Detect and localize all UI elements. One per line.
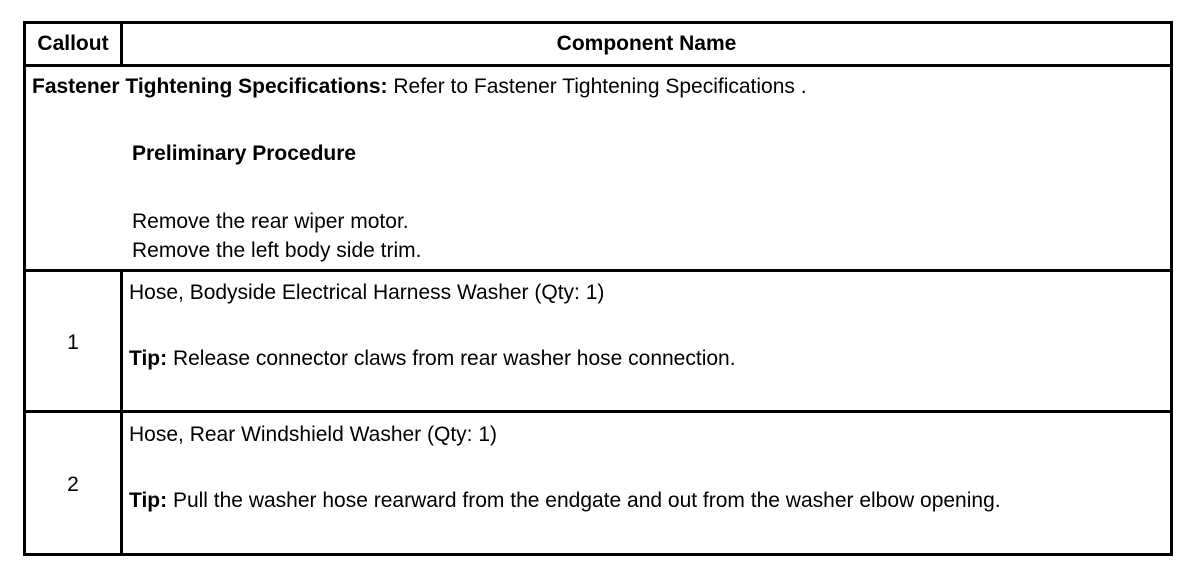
component-name: Hose, Bodyside Electrical Harness Washer (Qty: 1) xyxy=(129,281,605,304)
header-component-name: Component Name xyxy=(556,32,737,55)
preliminary-step: Remove the rear wiper motor. xyxy=(132,210,409,233)
callout-number: 2 xyxy=(67,473,79,496)
callout-number: 1 xyxy=(67,331,79,354)
tip-text: Pull the washer hose rearward from the endgate and out from the washer elbow opening. xyxy=(167,489,1001,512)
tip-line xyxy=(129,345,736,373)
header-callout: Callout xyxy=(37,32,109,55)
tip-line xyxy=(129,487,1001,515)
fastener-spec-label: Fastener Tightening Specifications: xyxy=(32,75,388,98)
intro-divider xyxy=(26,269,1170,272)
component-name: Hose, Rear Windshield Washer (Qty: 1) xyxy=(129,423,498,446)
fastener-spec-text: Refer to Fastener Tightening Specifications . xyxy=(387,75,807,98)
preliminary-step: Remove the left body side trim. xyxy=(132,239,422,262)
preliminary-procedure-title: Preliminary Procedure xyxy=(132,142,357,165)
tip-label: Tip: xyxy=(129,489,168,512)
component-table xyxy=(23,21,1173,556)
header-divider xyxy=(26,64,1170,67)
row-divider xyxy=(26,410,1170,413)
fastener-spec-line xyxy=(32,73,807,101)
tip-label: Tip: xyxy=(129,347,168,370)
callout-column-divider xyxy=(120,269,123,553)
tip-text: Release connector claws from rear washer hose connection. xyxy=(167,347,736,370)
